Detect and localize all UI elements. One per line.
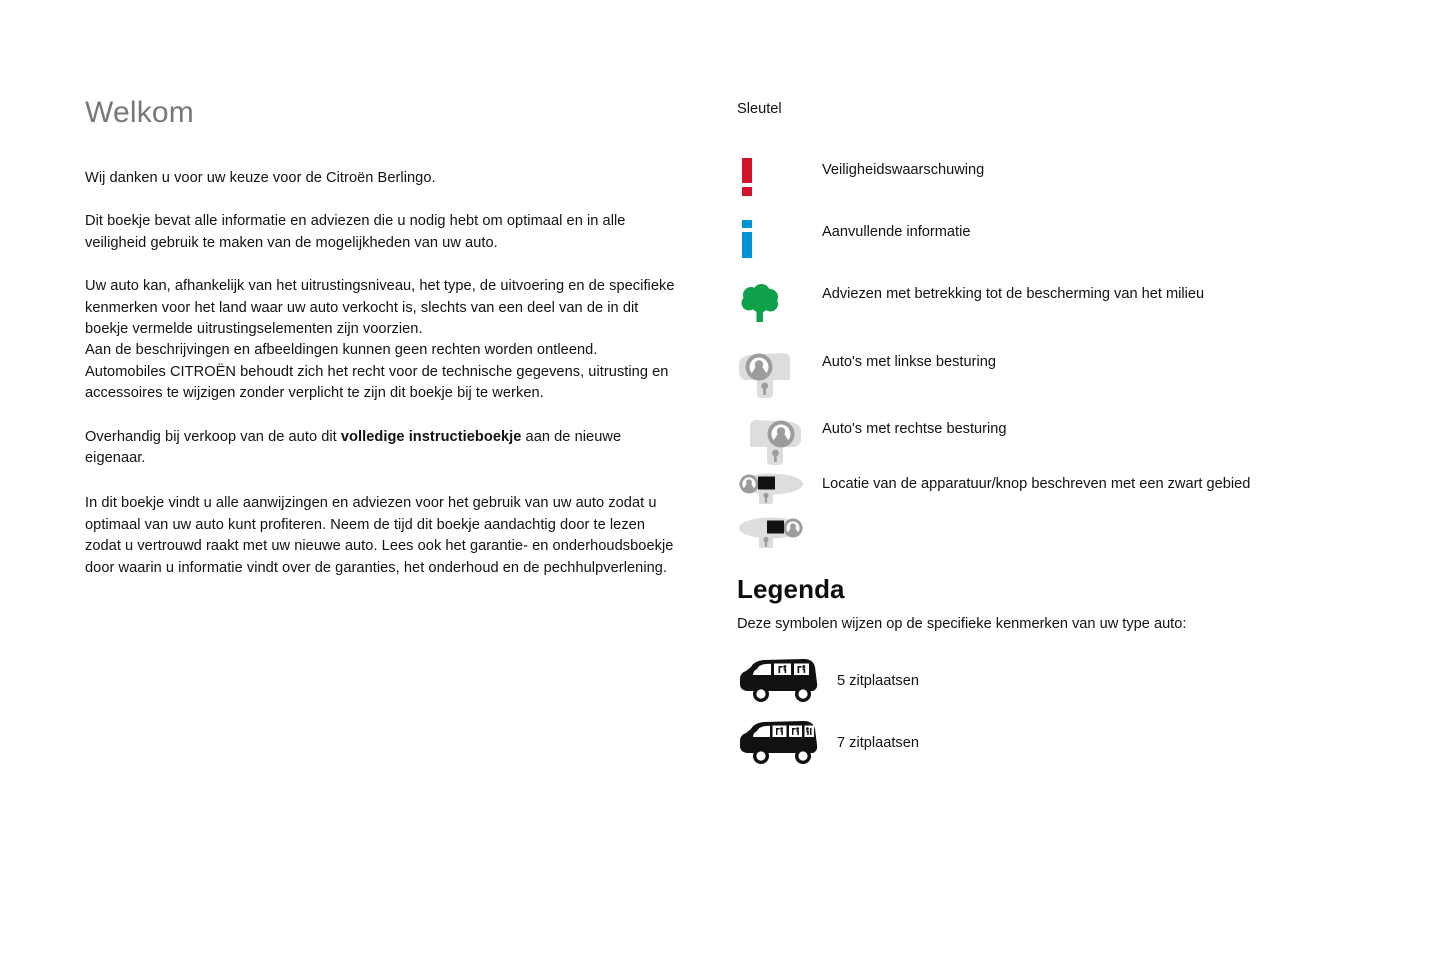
van-7-seats-icon: [737, 719, 837, 767]
paragraph-handover: [85, 427, 685, 470]
van-5-seats-icon: [737, 657, 837, 705]
legend-item-label: 5 zitplaatsen: [837, 673, 919, 689]
paragraph-usage-advice: In dit boekje vindt u alle aanwijzingen en adviezen voor het gebruik van uw auto zodat u optimaal van uw auto kunt profiteren. Neem de tijd dit boekje aandachtig door te lezen zodat u vertrouwd raakt met uw nieuwe auto. Lees ook het garantie- en onderhoudsboekje door waarin u informatie vindt over de garanties, het onderhoud en de pechhulpverlening.: [85, 495, 674, 576]
key-item-label: Auto's met linkse besturing: [822, 354, 996, 370]
paragraph-thanks: Wij danken u voor uw keuze voor de Citroën Berlingo.: [85, 170, 436, 186]
left-hand-drive-icon: [737, 350, 822, 402]
key-item-label: Auto's met rechtse besturing: [822, 421, 1007, 437]
key-item-label: Aanvullende informatie: [822, 224, 971, 240]
legend-item-7-seats: [737, 719, 1347, 767]
legend-section: [737, 574, 1347, 767]
key-item-safety-warning: [737, 158, 1347, 220]
paragraph-booklet-info: Dit boekje bevat alle informatie en adviezen die u nodig hebt om optimaal en in alle veiligheid gebruik te maken van de mogelijkheden van uw auto.: [85, 213, 626, 251]
key-item-environment: [737, 282, 1347, 350]
key-item-label: Adviezen met betrekking tot de bescherming van het milieu: [822, 286, 1205, 302]
page-title: Welkom: [85, 96, 194, 129]
key-item-label: Locatie van de apparatuur/knop beschreven met een zwart gebied: [822, 476, 1251, 492]
right-key-column: [737, 100, 1347, 781]
handover-text-before: Overhandig bij verkoop van de auto dit: [85, 428, 341, 445]
right-hand-drive-icon: [737, 417, 822, 469]
key-item-left-hand-drive: [737, 350, 1347, 417]
information-icon: [737, 220, 822, 262]
exclamation-warning-icon: [737, 158, 822, 200]
key-item-black-zone-location: [737, 472, 1347, 568]
paragraph-equipment-levels: Uw auto kan, afhankelijk van het uitrustingsniveau, het type, de uitvoering en de specifieke kenmerken voor het land waar uw auto verkocht is, slechts van een deel van de in dit boekje vermelde uitrustingselementen zijn voorzien.: [85, 278, 675, 338]
legend-heading: Legenda: [737, 574, 845, 604]
paragraph-citroen-rights: Automobiles CITROËN behoudt zich het recht voor de technische gegevens, uitrusting en accessoires te wijzigen zonder verplicht te zijn dit boekje bij te werken.: [85, 363, 669, 402]
key-item-additional-info: [737, 220, 1347, 282]
legend-item-label: 7 zitplaatsen: [837, 735, 919, 751]
paragraph-no-rights: Aan de beschrijvingen en afbeeldingen kunnen geen rechten worden ontleend.: [85, 342, 598, 359]
black-zone-location-icon: [737, 472, 822, 552]
key-item-label: Veiligheidswaarschuwing: [822, 162, 985, 178]
legend-subtitle: Deze symbolen wijzen op de specifieke kenmerken van uw type auto:: [737, 616, 1187, 632]
key-item-right-hand-drive: [737, 417, 1347, 472]
handover-text-bold: volledige instructieboekje: [340, 428, 522, 445]
legend-item-5-seats: [737, 657, 1347, 705]
left-text-column: [85, 96, 685, 601]
tree-environment-icon: [737, 282, 822, 326]
handover-text-after: aan de nieuwe eigenaar.: [85, 428, 622, 467]
key-section-label: Sleutel: [737, 101, 782, 117]
